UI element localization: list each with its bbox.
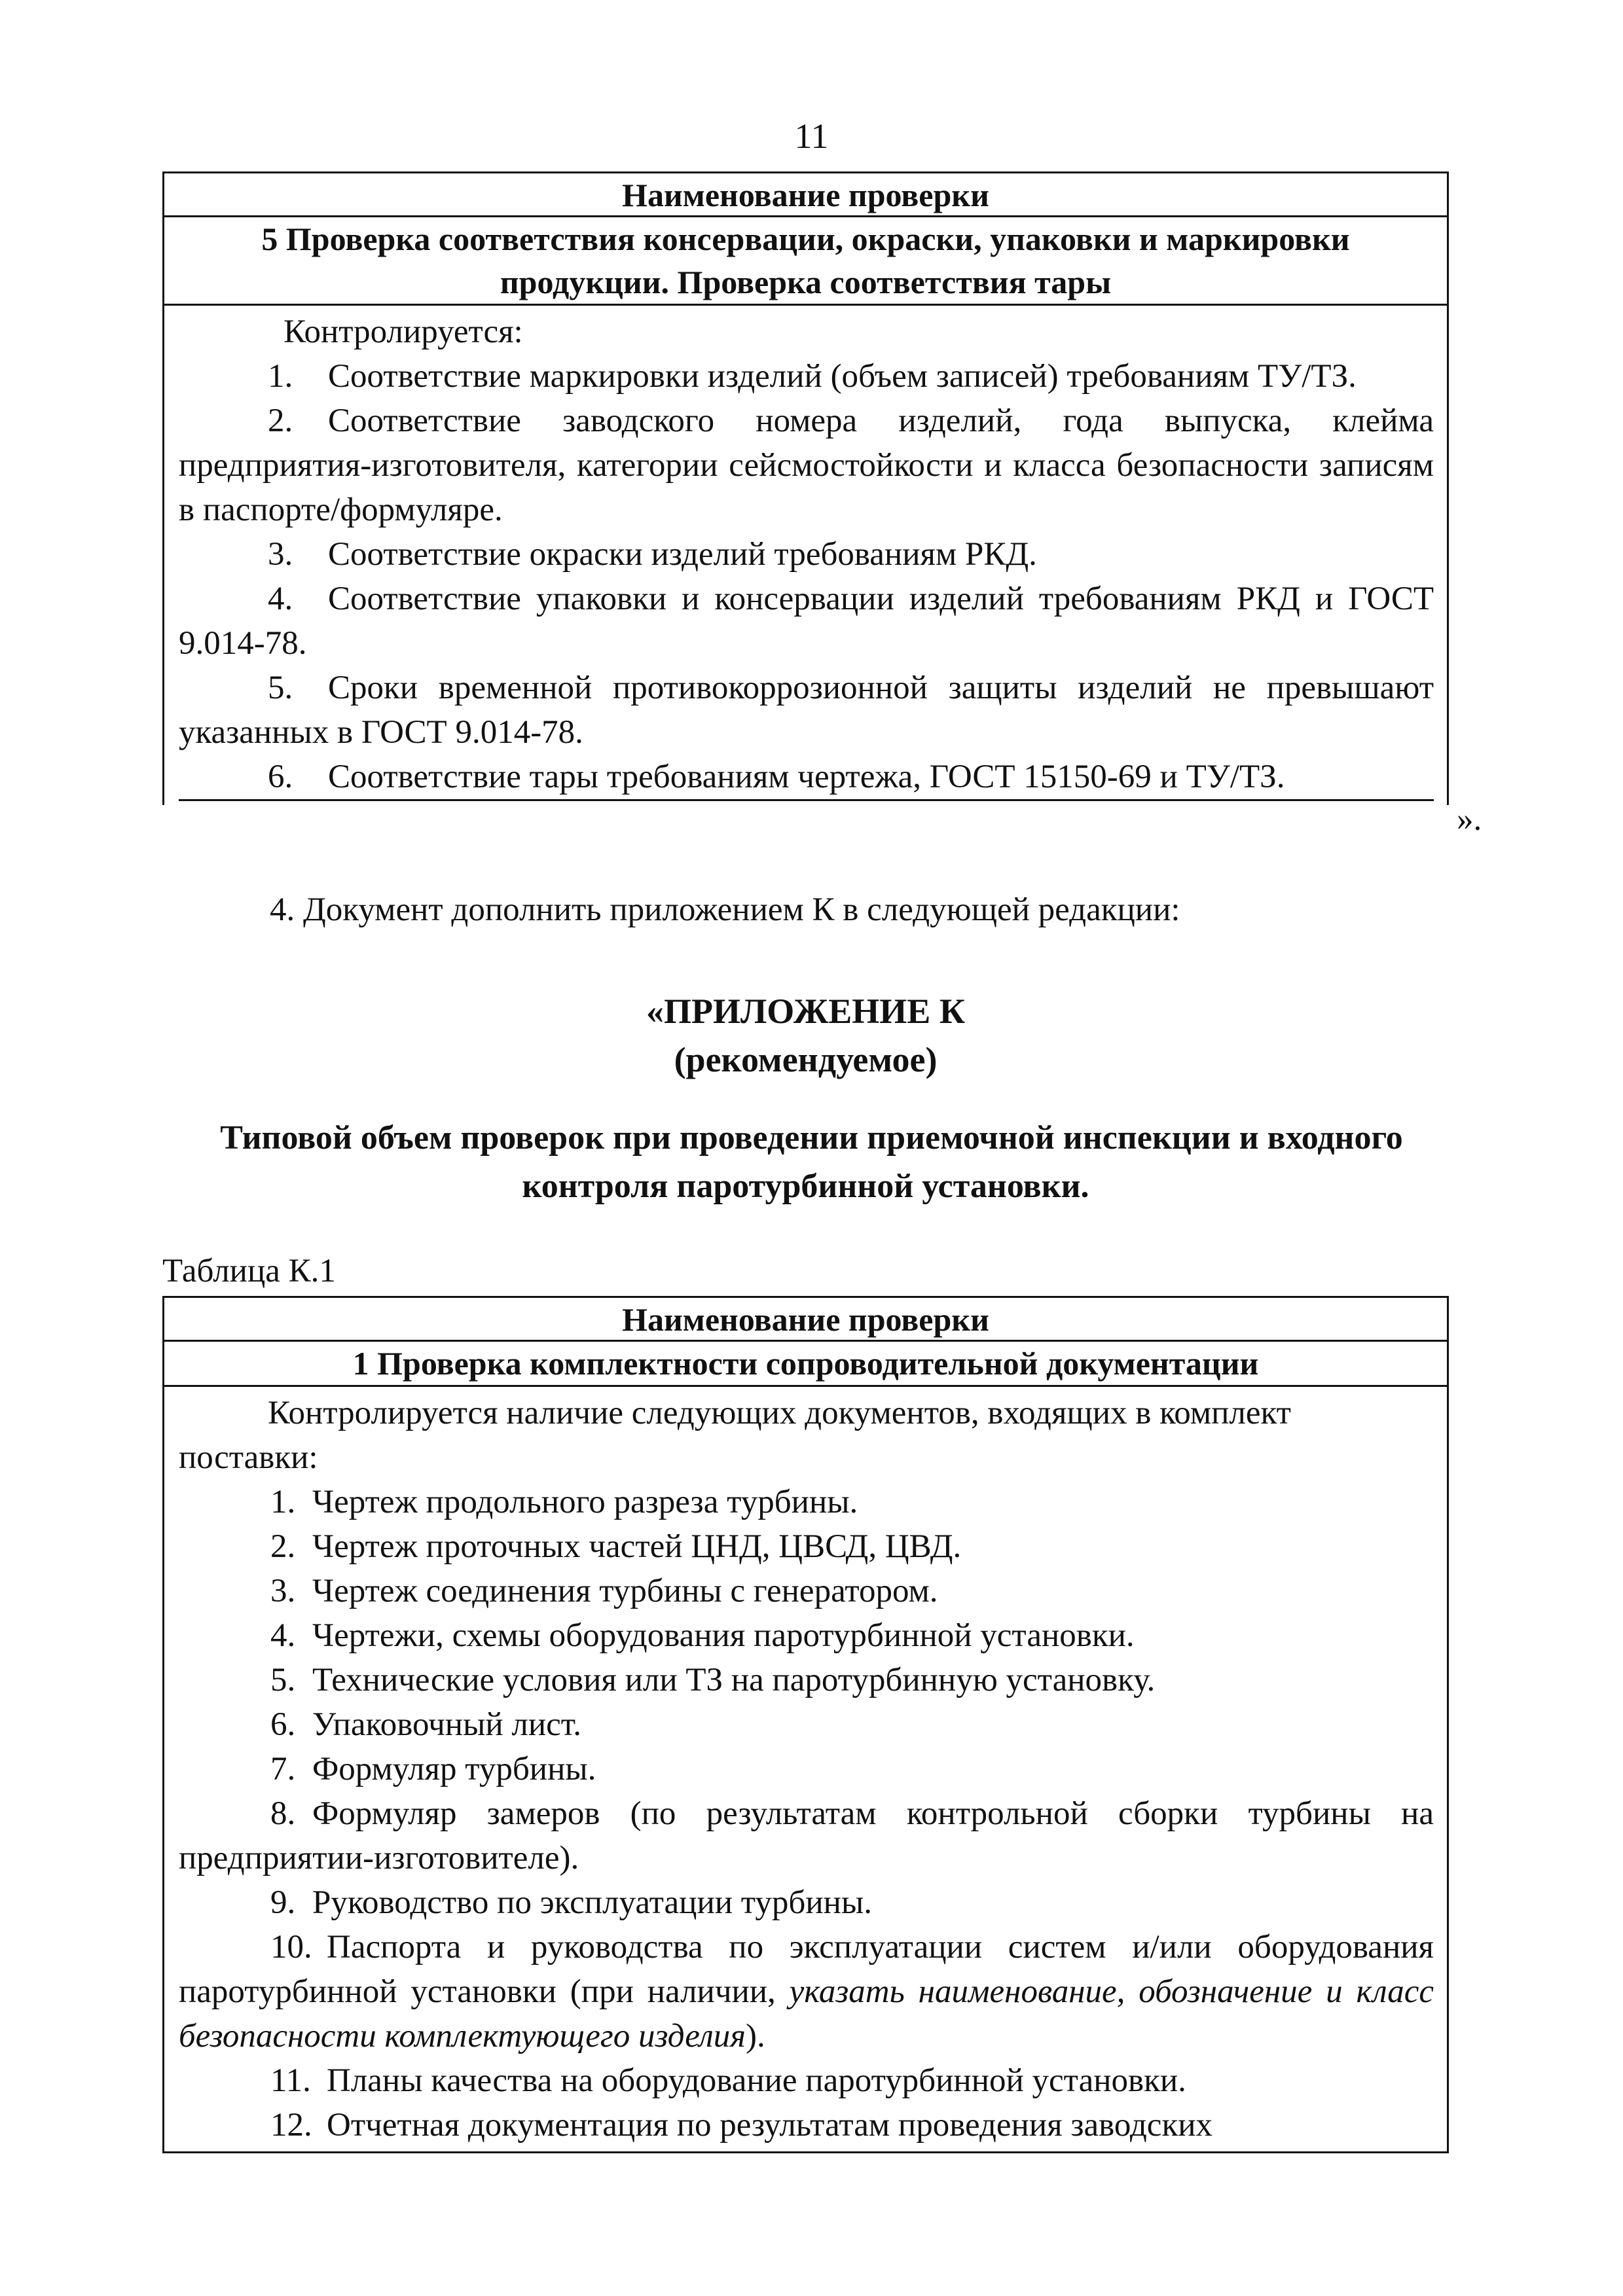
item-number: 4.	[268, 581, 293, 617]
item-number: 2.	[268, 403, 293, 439]
table-header: Наименование проверки	[162, 1296, 1449, 1342]
section-title: 1 Проверка комплектности сопроводительной документации	[162, 1342, 1449, 1387]
item-number: 12.	[270, 2107, 312, 2144]
item-text: Планы качества на оборудование паротурбинной установки.	[327, 2062, 1186, 2099]
list-item	[179, 1747, 1434, 1791]
item-text: Упаковочный лист.	[312, 1706, 581, 1743]
item-number: 8.	[270, 1795, 296, 1832]
page-number: 11	[794, 117, 829, 156]
list-item	[179, 1658, 1434, 1702]
item-number: 1.	[270, 1484, 296, 1520]
list-item	[179, 666, 1434, 755]
item-text: Формуляр турбины.	[312, 1751, 596, 1787]
list-item	[179, 532, 1434, 577]
list-item	[179, 399, 1434, 532]
item-text: Паспорта и руководства по эксплуатации систем и/или оборудования паротурбинной установки (при наличии,	[179, 1929, 1434, 2010]
item-text: Отчетная документация по результатам проведения заводских	[327, 2107, 1213, 2144]
closing-quote: ».	[1457, 801, 1482, 838]
section-title: 5 Проверка соответствия консервации, окраски, упаковки и маркировки продукции. Проверка соответствия тары	[162, 217, 1449, 306]
item-number: 1.	[268, 358, 293, 395]
list-item	[179, 354, 1434, 399]
item-number: 6.	[268, 759, 293, 795]
item-text: Чертеж продольного разреза турбины.	[312, 1484, 858, 1520]
item-text: Технические условия или ТЗ на паротурбинную установку.	[312, 1662, 1156, 1698]
item-number: 9.	[270, 1884, 296, 1921]
item-text: Соответствие заводского номера изделий, года выпуска, клейма предприятия-изготовителя, категории сейсмостойкости и класса безопасности записям в паспорте/формуляре.	[179, 403, 1434, 528]
item-number: 4.	[270, 1617, 296, 1654]
list-item	[179, 577, 1434, 666]
item-number: 6.	[270, 1706, 296, 1743]
list-item	[179, 1925, 1434, 2058]
item-text-italic: указать наименование, обозначение и класс безопасности комплектующего изделия	[179, 1973, 1434, 2054]
list-item	[179, 1569, 1434, 1613]
intro-text: Контролируется наличие следующих документов, входящих в комплект поставки:	[179, 1395, 1291, 1476]
item-number: 11.	[270, 2062, 311, 2099]
item-text: Соответствие окраски изделий требованиям РКД.	[328, 536, 1037, 573]
list-item	[179, 1480, 1434, 1524]
item-text: Соответствие тары требованиям чертежа, ГОСТ 15150-69 и ТУ/ТЗ.	[328, 759, 1285, 795]
item-text-end: ).	[746, 2018, 765, 2054]
item-number: 5.	[268, 670, 293, 706]
appendix-heading-line-2: контроля паротурбинной установки.	[522, 1168, 1089, 1205]
item-text: Соответствие упаковки и консервации изделий требованиям РКД и ГОСТ 9.014-78.	[179, 581, 1434, 662]
paragraph-4: 4. Документ дополнить приложением К в следующей редакции:	[270, 891, 1180, 928]
appendix-title: «ПРИЛОЖЕНИЕ К	[646, 992, 965, 1031]
appendix-heading-line-1: Типовой объем проверок при проведении приемочной инспекции и входного	[220, 1119, 1403, 1157]
item-text: Соответствие маркировки изделий (объем записей) требованиям ТУ/ТЗ.	[328, 358, 1357, 395]
item-number: 2.	[270, 1528, 296, 1565]
item-text: Сроки временной противокоррозионной защиты изделий не превышают указанных в ГОСТ 9.014-78.	[179, 670, 1434, 751]
table-caption: Таблица К.1	[162, 1253, 336, 1289]
list-item	[179, 1702, 1434, 1747]
item-text: Формуляр замеров (по результатам контрольной сборки турбины на предприятии-изготовителе).	[179, 1795, 1434, 1876]
list-item	[179, 755, 1434, 801]
item-number: 7.	[270, 1751, 296, 1787]
item-number: 3.	[268, 536, 293, 573]
table-body	[162, 306, 1449, 805]
table-k1	[162, 1296, 1449, 2153]
table-body	[162, 1387, 1449, 2153]
item-text: Чертеж соединения турбины с генератором.	[312, 1573, 938, 1609]
appendix-subtitle: (рекомендуемое)	[674, 1040, 938, 1079]
item-number: 3.	[270, 1573, 296, 1609]
item-text: Чертежи, схемы оборудования паротурбинной установки.	[312, 1617, 1135, 1654]
list-item	[179, 2103, 1434, 2147]
list-item	[179, 1791, 1434, 1880]
table-section-5	[162, 171, 1449, 805]
list-item	[179, 1880, 1434, 1925]
item-number: 5.	[270, 1662, 296, 1698]
list-item	[179, 2058, 1434, 2103]
list-item	[179, 1613, 1434, 1658]
list-item	[179, 1524, 1434, 1569]
item-text: Чертеж проточных частей ЦНД, ЦВСД, ЦВД.	[312, 1528, 962, 1565]
item-number: 10.	[270, 1929, 312, 1965]
table-header: Наименование проверки	[162, 171, 1449, 217]
item-text: Руководство по эксплуатации турбины.	[312, 1884, 872, 1921]
intro-text: Контролируется:	[283, 314, 523, 350]
